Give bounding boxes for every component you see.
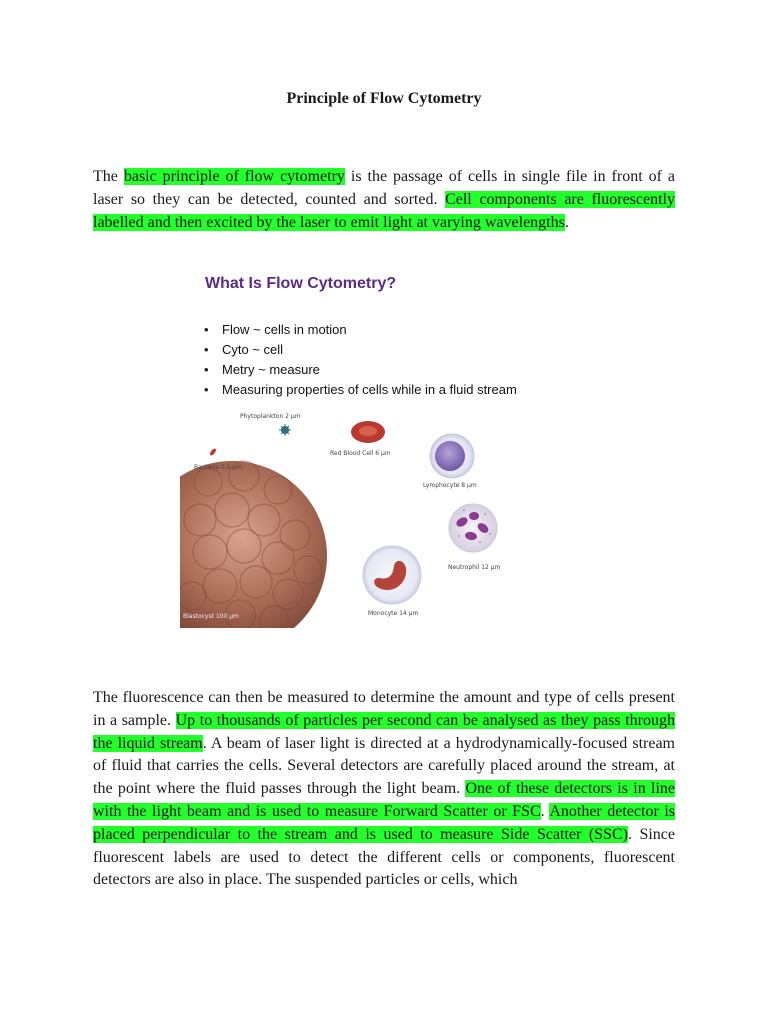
bacteria-label: Bacteria 0.5 μm — [194, 464, 242, 471]
lymphocyte-label: Lymphocyte 8 μm — [423, 482, 477, 489]
text-run: . Since fluorescent labels are used to detect the different cells or components, fluorescent detectors are also in place. The suspended particles or cells, which — [93, 825, 676, 889]
bullet-item: • Metry ~ measure — [202, 360, 517, 380]
monocyte-image — [363, 546, 421, 604]
lymphocyte-image — [430, 434, 474, 478]
neutrophil-image — [449, 504, 497, 552]
page-title: Principle of Flow Cytometry — [286, 90, 482, 107]
cell-illustration-svg — [180, 410, 536, 628]
text-run: The fluorescence can then be measured to determine the amount and type of cells present in a sample. — [93, 689, 675, 729]
figure-bullet-list — [202, 320, 517, 400]
text-run: . — [540, 802, 550, 820]
neutrophil-label: Neutrophil 12 μm — [448, 564, 501, 571]
flow-cytometry-figure — [180, 272, 536, 628]
figure-heading: What Is Flow Cytometry? — [205, 275, 397, 292]
cell-size-illustration — [180, 410, 536, 628]
bullet-item: • Flow ~ cells in motion — [202, 320, 517, 340]
highlighted-text: Another detector is placed perpendicular to the stream and is used to measure Side Scatter (SSC) — [93, 802, 676, 843]
rbc-label: Red Blood Cell 6 μm — [330, 450, 391, 457]
blastocyst-label: Blastocyst 100 μm — [183, 613, 239, 620]
bullet-item: • Measuring properties of cells while in a fluid stream — [202, 380, 517, 400]
highlighted-text: One of these detectors is in line with the light beam and is used to measure Forward Scatter or FSC — [93, 780, 676, 820]
blastocyst-image — [180, 461, 327, 628]
highlighted-text: Cell components are fluorescently labelled and then excited by the laser to emit light at varying wavelengths — [93, 190, 675, 231]
bacteria-image — [209, 448, 217, 457]
red-blood-cell-image — [351, 421, 385, 443]
monocyte-label: Monocyte 14 μm — [368, 610, 419, 617]
paragraph-fluorescence — [93, 687, 675, 892]
paragraph-intro — [93, 166, 675, 234]
text-run: is the passage of cells in single file in front of a laser so they can be detected, counted and sorted. — [93, 168, 676, 208]
highlighted-text: Up to thousands of particles per second can be analysed as they pass through the liquid stream — [93, 711, 675, 752]
text-run: . A beam of laser light is directed at a hydrodynamically-focused stream of fluid that carries the cells. Several detectors are carefully placed around the stream, at the point where the fluid passes through the light beam. — [93, 734, 676, 798]
text-run: . — [564, 213, 569, 231]
text-run: The — [93, 168, 124, 185]
highlighted-text: basic principle of flow cytometry — [123, 168, 345, 185]
phytoplankton-label: Phytoplankton 2 μm — [240, 413, 301, 420]
bullet-item: • Cyto ~ cell — [202, 340, 517, 360]
phytoplankton-image — [279, 424, 291, 436]
